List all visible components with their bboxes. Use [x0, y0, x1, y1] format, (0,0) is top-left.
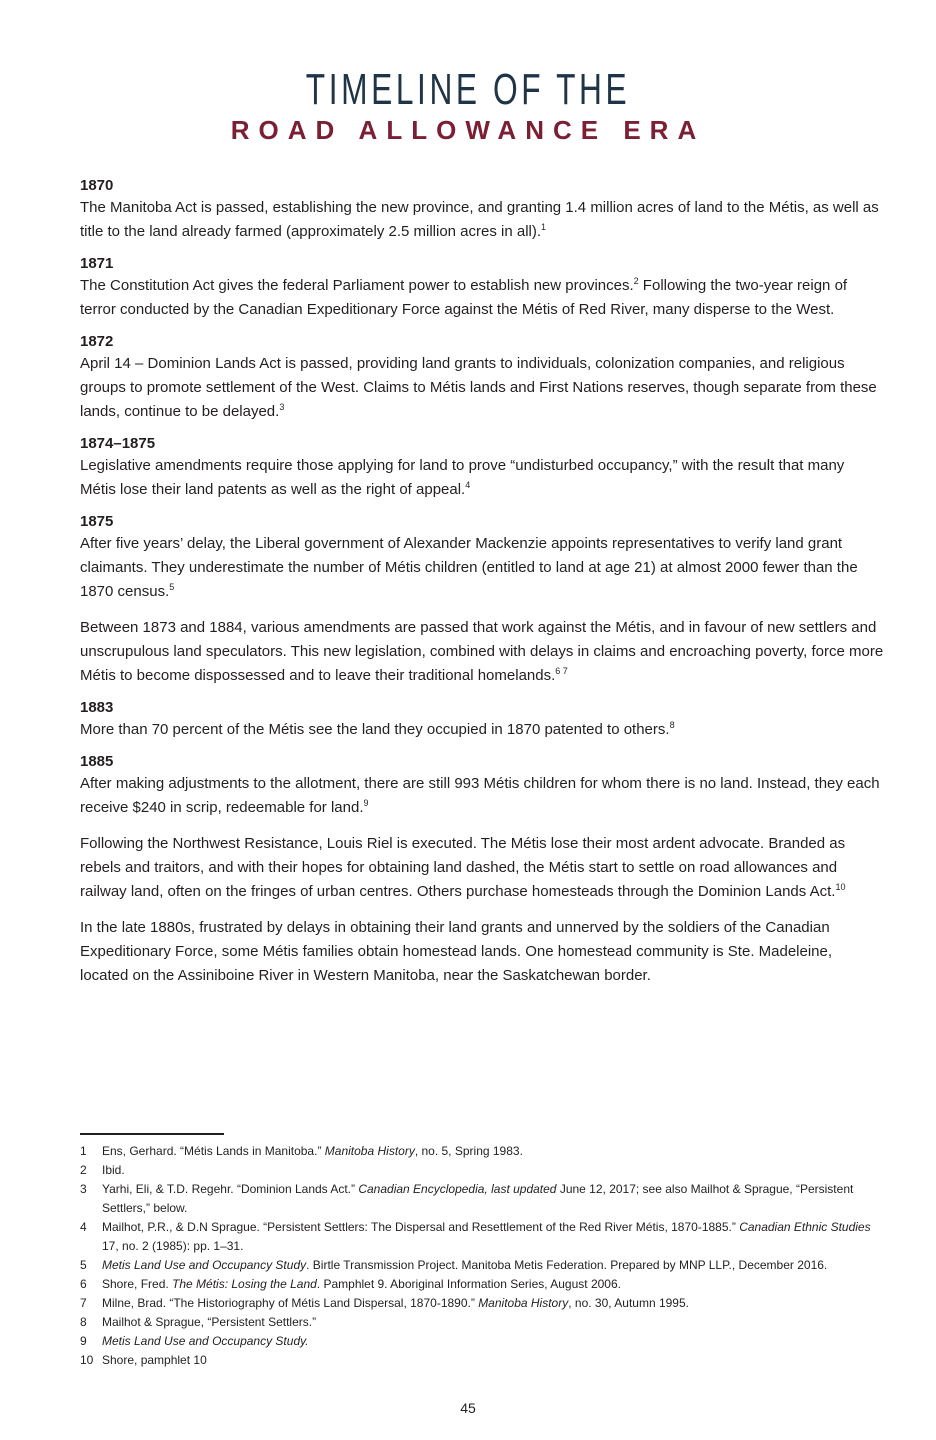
footnote-divider	[80, 1133, 224, 1135]
entry-text: After five years’ delay, the Liberal government of Alexander Mackenzie appoints representatives to verify land grant claimants. They underestimate the number of Métis children (entitled to land at age 21) at almost 2000 fewer than the 1870 census.	[80, 535, 858, 600]
footnote-ref: 3	[279, 402, 285, 412]
footnote-number: 9	[80, 1334, 87, 1348]
entry-text: April 14 – Dominion Lands Act is passed, providing land grants to individuals, colonization companies, and religious groups to promote settlement of the West. Claims to Métis lands and First Nations reserves, though separate from these lands, continue to be delayed.	[80, 355, 877, 420]
footnote-item	[80, 1294, 880, 1313]
footnote-item	[80, 1275, 880, 1294]
timeline-entry-1871	[80, 254, 884, 322]
footnote-text: Mailhot, P.R., & D.N Sprague. “Persistent Settlers: The Dispersal and Resettlement of the Red River Métis, 1870-1885.”	[102, 1220, 740, 1234]
footnote-ref: 9	[363, 798, 369, 808]
footnote-title: Canadian Ethnic Studies	[739, 1220, 871, 1234]
timeline-entry-1883	[80, 698, 884, 742]
footnote-text: Yarhi, Eli, & T.D. Regehr. “Dominion Lands Act.”	[102, 1182, 359, 1196]
footnote-number: 3	[80, 1182, 87, 1196]
footnote-number: 7	[80, 1296, 87, 1310]
timeline-content	[80, 176, 884, 998]
footnote-text: Shore, pamphlet 10	[102, 1353, 207, 1367]
footnote-text: Mailhot & Sprague, “Persistent Settlers.”	[102, 1315, 317, 1329]
entry-year: 1885	[80, 753, 114, 770]
entry-text: Legislative amendments require those applying for land to prove “undisturbed occupancy,” with the result that many Métis lose their land patents as well as the right of appeal.	[80, 457, 845, 498]
timeline-entry-1872	[80, 332, 884, 424]
timeline-entry-1875	[80, 512, 884, 688]
footnote-text: . Birtle Transmission Project. Manitoba Metis Federation. Prepared by MNP LLP., December 2016.	[306, 1258, 828, 1272]
footnote-item	[80, 1256, 880, 1275]
footnote-ref: 6 7	[555, 666, 568, 676]
footnote-ref: 10	[835, 882, 846, 892]
entry-text: Following the two-year reign of terror conducted by the Canadian Expeditionary Force against the Métis of Red River, many disperse to the West.	[80, 277, 848, 318]
entry-text: The Manitoba Act is passed, establishing the new province, and granting 1.4 million acres of land to the Métis, as well as title to the land already farmed (approximately 2.5 million acres in all).	[80, 199, 879, 240]
footnote-text: . Pamphlet 9. Aboriginal Information Series, August 2006.	[316, 1277, 621, 1291]
footnote-number: 2	[80, 1163, 87, 1177]
footnote-item	[80, 1351, 880, 1370]
footnote-item	[80, 1161, 880, 1180]
footnote-number: 5	[80, 1258, 87, 1272]
footnote-text: 17, no. 2 (1985): pp. 1–31.	[102, 1239, 244, 1253]
timeline-entry-1874-1875	[80, 434, 884, 502]
entry-year: 1874–1875	[80, 435, 156, 452]
footnote-title: Metis Land Use and Occupancy Study	[102, 1258, 307, 1272]
entry-text: The Constitution Act gives the federal Parliament power to establish new provinces.	[80, 277, 634, 294]
footnote-ref: 1	[541, 222, 547, 232]
entry-text: More than 70 percent of the Métis see the land they occupied in 1870 patented to others.	[80, 721, 670, 738]
page-title-line2: ROAD ALLOWANCE ERA	[230, 115, 706, 145]
footnote-title: Manitoba History	[478, 1296, 569, 1310]
footnote-number: 4	[80, 1220, 87, 1234]
entry-text: Following the Northwest Resistance, Louis Riel is executed. The Métis lose their most ardent advocate. Branded as rebels and traitors, and with their hopes for obtaining land dashed, the Métis start to settle on road allowances and railway land, often on the fringes of urban centres. Others purchase homesteads through the Dominion Lands Act.	[80, 835, 846, 900]
footnote-number: 6	[80, 1277, 87, 1291]
footnote-title: Manitoba History	[324, 1144, 415, 1158]
footnote-text: Shore, Fred.	[102, 1277, 173, 1291]
timeline-entry-1870	[80, 176, 884, 244]
footnote-title: Canadian Encyclopedia, last updated	[358, 1182, 557, 1196]
footnote-text: , no. 30, Autumn 1995.	[568, 1296, 689, 1310]
footnote-number: 10	[80, 1353, 94, 1367]
footnote-ref: 5	[169, 582, 175, 592]
footnote-number: 1	[80, 1144, 87, 1158]
footnote-item	[80, 1142, 880, 1161]
footnote-text: , no. 5, Spring 1983.	[414, 1144, 523, 1158]
footnote-text: Milne, Brad. “The Historiography of Métis Land Dispersal, 1870-1890.”	[102, 1296, 479, 1310]
footnotes	[80, 1142, 880, 1370]
footnote-title: The Métis: Losing the Land	[172, 1277, 317, 1291]
entry-text: In the late 1880s, frustrated by delays in obtaining their land grants and unnerved by the soldiers of the Canadian Expeditionary Force, some Métis families obtain homestead lands. One homestead community is Ste. Madeleine, located on the Assiniboine River in Western Manitoba, near the Saskatchewan border.	[80, 919, 833, 984]
entry-text: Between 1873 and 1884, various amendments are passed that work against the Métis, and in favour of new settlers and unscrupulous land speculators. This new legislation, combined with delays in claims and encroaching poverty, force more Métis to become dispossessed and to leave their traditional homelands.	[80, 619, 884, 684]
entry-year: 1875	[80, 513, 114, 530]
footnote-number: 8	[80, 1315, 87, 1329]
footnote-text: Ibid.	[102, 1163, 125, 1177]
footnote-item	[80, 1218, 880, 1256]
entry-year: 1872	[80, 333, 114, 350]
footnote-title: Metis Land Use and Occupancy Study.	[102, 1334, 309, 1348]
entry-year: 1883	[80, 699, 114, 716]
entry-year: 1871	[80, 255, 114, 272]
footnote-ref: 2	[633, 276, 639, 286]
timeline-entry-1885	[80, 752, 884, 988]
footnote-item	[80, 1332, 880, 1351]
page-number: 45	[460, 1400, 476, 1416]
entry-text: After making adjustments to the allotment, there are still 993 Métis children for whom there is no land. Instead, they each receive $240 in scrip, redeemable for land.	[80, 775, 880, 816]
page-title-line1: TIMELINE OF THE	[305, 65, 631, 114]
entry-year: 1870	[80, 177, 114, 194]
footnote-ref: 4	[465, 480, 471, 490]
footnote-item	[80, 1313, 880, 1332]
footnote-text: June 12, 2017; see also Mailhot & Sprague, “Persistent Settlers,” below.	[102, 1182, 854, 1215]
footnote-text: Ens, Gerhard. “Métis Lands in Manitoba.”	[102, 1144, 325, 1158]
footnote-item	[80, 1180, 880, 1218]
footnote-ref: 8	[669, 720, 675, 730]
